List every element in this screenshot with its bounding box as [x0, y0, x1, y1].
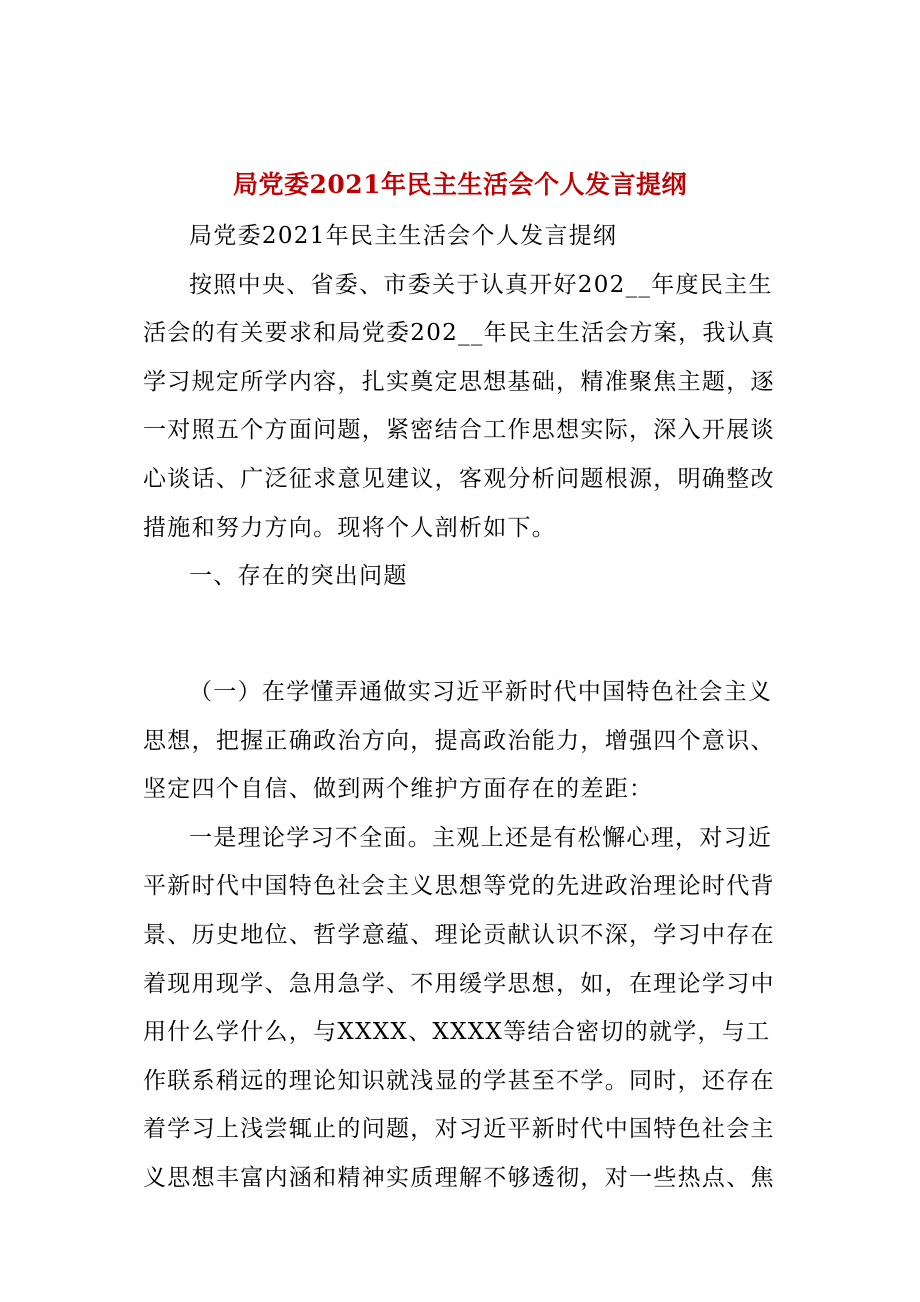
- paragraph-intro: 按照中央、省委、市委关于认真开好202__年度民主生活会的有关要求和局党委202__年民主生活会方案，我认真学习规定所学内容，扎实奠定思想基础，精准聚焦主题，逐一对照五个方面问题，紧密结合工作思想实际，深入开展谈心谈话、广泛征求意见建议，客观分析问题根源，明确整改措施和努力方向。现将个人剖析如下。: [143, 271, 776, 541]
- paragraph-subsection-one: （一）在学懂弄通做实习近平新时代中国特色社会主义思想，把握正确政治方向，提高政治能力，增强四个意识、坚定四个自信、做到两个维护方面存在的差距：: [143, 679, 775, 803]
- document-body-lower: [143, 668, 783, 1203]
- section-heading-problems: 一、存在的突出问题: [189, 563, 408, 590]
- paragraph-point-one: 一是理论学习不全面。主观上还是有松懈心理，对习近平新时代中国特色社会主义思想等党的先进政治理论时代背景、历史地位、哲学意蕴、理论贡献认识不深，学习中存在着现用现学、急用急学、不用缓学思想，如，在理论学习中用什么学什么，与XXXX、XXXX等结合密切的就学，与工作联系稍远的理论知识就浅显的学甚至不学。同时，还存在着学习上浅尝辄止的问题，对习近平新时代中国特色社会主义思想丰富内涵和精神实质理解不够透彻，对一些热点、焦: [143, 824, 775, 1191]
- document-title: 局党委2021年民主生活会个人发言提纲: [232, 170, 688, 199]
- paragraph-heading-repeat: 局党委2021年民主生活会个人发言提纲: [189, 223, 618, 249]
- document-body-upper: [143, 212, 783, 601]
